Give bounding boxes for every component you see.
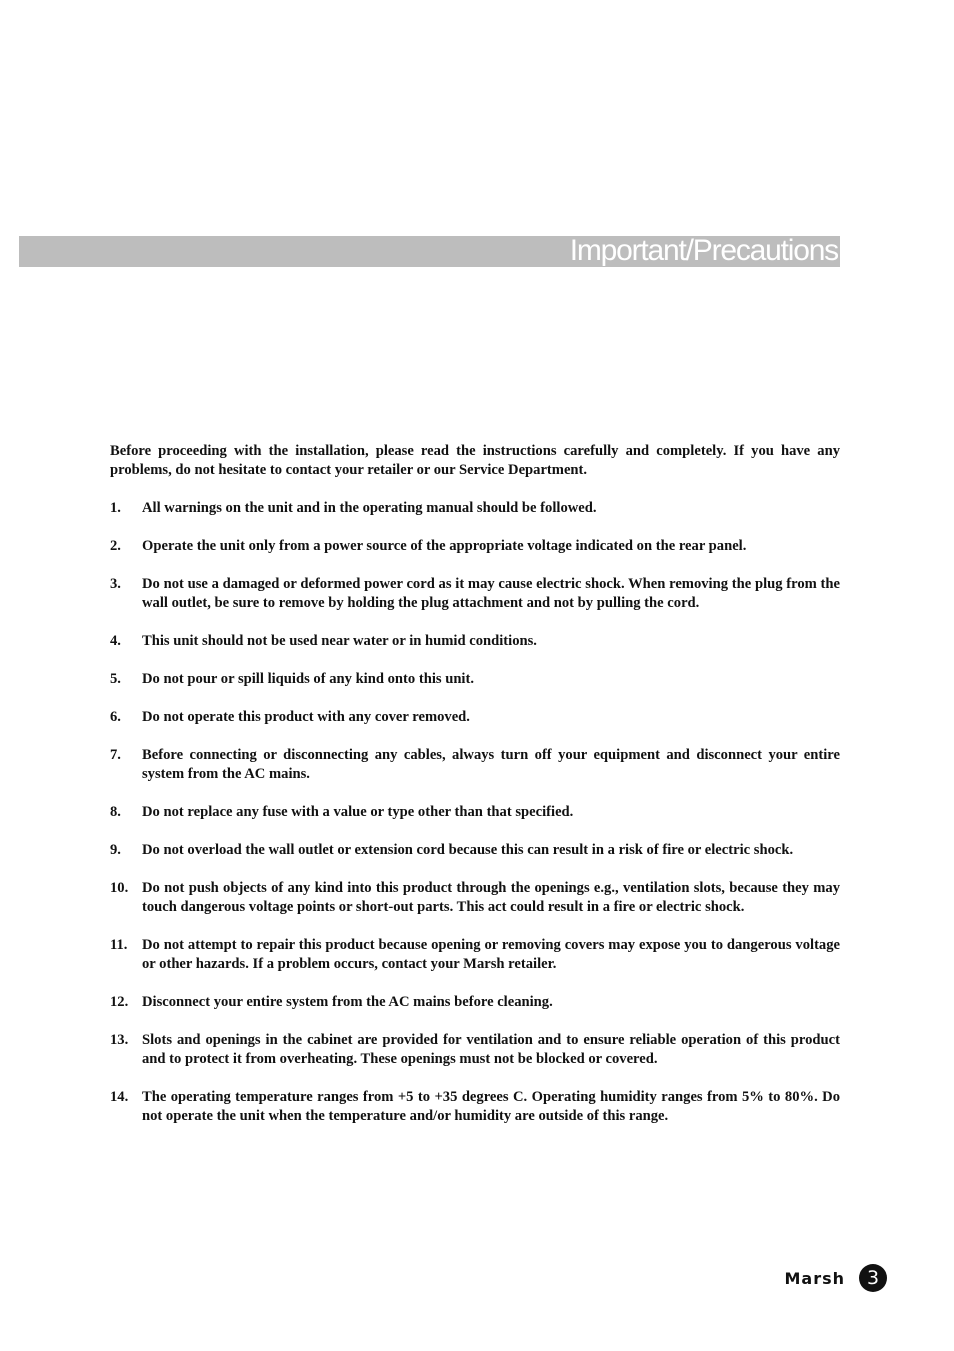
item-text: Do not replace any fuse with a value or type other than that specified.	[142, 804, 574, 820]
page-number: 3	[866, 1267, 880, 1289]
item-number: 10.	[110, 880, 129, 896]
content	[110, 442, 840, 1145]
item-text: Do not pour or spill liquids of any kind onto this unit.	[142, 671, 474, 687]
intro-paragraph: Before proceeding with the installation, please read the instructions carefully and completely. If you have any problems, do not hesitate to contact your retailer or our Service Department.	[110, 443, 840, 478]
list-item	[110, 936, 840, 974]
item-number: 13.	[110, 1032, 129, 1048]
item-text: All warnings on the unit and in the operating manual should be followed.	[142, 500, 597, 516]
precautions-list	[110, 499, 840, 1126]
list-item	[110, 575, 840, 613]
item-number: 11.	[110, 937, 128, 953]
item-text: Slots and openings in the cabinet are provided for ventilation and to ensure reliable operation of this product and to protect it from overheating. These openings must not be blocked or covered.	[142, 1032, 840, 1067]
item-number: 9.	[110, 842, 121, 858]
item-text: Before connecting or disconnecting any cables, always turn off your equipment and disconnect your entire system from the AC mains.	[142, 747, 840, 782]
list-item	[110, 1088, 840, 1126]
list-item	[110, 879, 840, 917]
list-item	[110, 1031, 840, 1069]
item-number: 1.	[110, 500, 121, 516]
item-text: Do not push objects of any kind into this product through the openings e.g., ventilation slots, because they may touch dangerous voltage points or short-out parts. This act could result in a fire or electric shock.	[142, 880, 840, 915]
item-number: 4.	[110, 633, 121, 649]
title-bar	[19, 236, 840, 267]
item-text: Do not use a damaged or deformed power cord as it may cause electric shock. When removing the plug from the wall outlet, be sure to remove by holding the plug attachment and not by pulling the cord.	[142, 576, 840, 611]
page-number-badge	[859, 1264, 887, 1292]
list-item	[110, 841, 840, 860]
item-text: Operate the unit only from a power source of the appropriate voltage indicated on the rear panel.	[142, 538, 747, 554]
item-text: Do not operate this product with any cover removed.	[142, 709, 470, 725]
item-text: The operating temperature ranges from +5 to +35 degrees C. Operating humidity ranges from 5% to 80%. Do not operate the unit when the temperature and/or humidity are outside of this range.	[142, 1089, 840, 1124]
item-number: 12.	[110, 994, 129, 1010]
item-number: 5.	[110, 671, 121, 687]
item-number: 8.	[110, 804, 121, 820]
item-number: 2.	[110, 538, 121, 554]
item-text: This unit should not be used near water or in humid conditions.	[142, 633, 537, 649]
item-text: Do not attempt to repair this product because opening or removing covers may expose you to dangerous voltage or other hazards. If a problem occurs, contact your Marsh retailer.	[142, 937, 840, 972]
item-number: 14.	[110, 1089, 129, 1105]
item-number: 6.	[110, 709, 121, 725]
brand-name: Marsh	[784, 1268, 845, 1288]
list-item	[110, 746, 840, 784]
item-number: 7.	[110, 747, 121, 763]
list-item	[110, 632, 840, 651]
item-text: Disconnect your entire system from the AC mains before cleaning.	[142, 994, 553, 1010]
page-footer	[784, 1264, 887, 1292]
list-item	[110, 499, 840, 518]
list-item	[110, 803, 840, 822]
list-item	[110, 993, 840, 1012]
item-number: 3.	[110, 576, 121, 592]
item-text: Do not overload the wall outlet or extension cord because this can result in a risk of fire or electric shock.	[142, 842, 794, 858]
list-item	[110, 537, 840, 556]
list-item	[110, 670, 840, 689]
list-item	[110, 708, 840, 727]
page-title: Important/Precautions	[569, 234, 838, 267]
